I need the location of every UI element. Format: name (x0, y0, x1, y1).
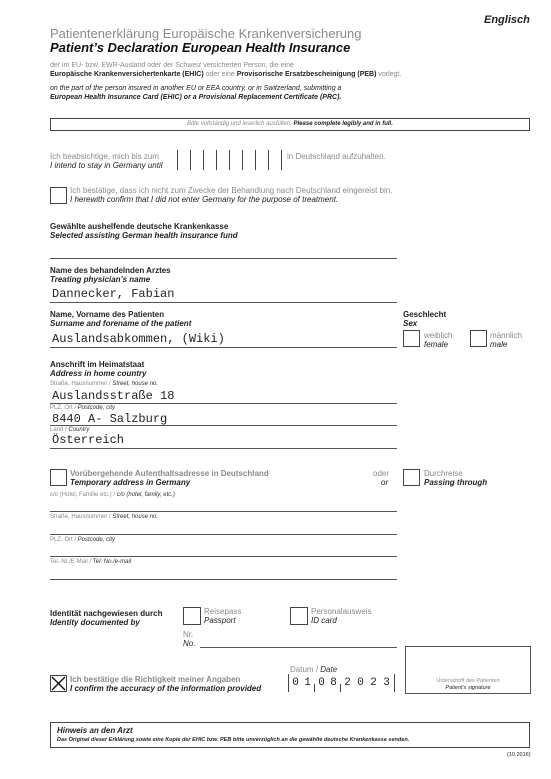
date-digit: 2 (344, 677, 351, 689)
sex-label-english: Sex (403, 319, 418, 328)
confirm-treatment-english: I herewith confirm that I did not enter Germany for the purpose of treatment. (70, 195, 339, 204)
city-value[interactable]: 8440 A- Salzburg (52, 412, 168, 426)
instruction-bar: Bitte vollständig und leserlich ausfüllen. Please complete legibly and in full. (50, 118, 530, 131)
title-german: Patientenerklärung Europäische Krankenversicherung (50, 26, 362, 41)
intro-english-line2: European Health Insurance Card (EHIC) or a Provisional Replacement Certificate (PRC). (50, 94, 342, 101)
address-label-german: Anschrift im Heimatstaat (50, 360, 145, 369)
tel-label: Tel.-Nr./E-Mail / Tel. No./e-mail (50, 559, 132, 565)
country-value[interactable]: Österreich (52, 433, 125, 447)
signature-box[interactable] (405, 646, 531, 694)
temporary-address-german: Vorübergehende Aufenthaltsadresse in Deutschland (70, 469, 269, 478)
identity-label-english: Identity documented by (50, 618, 140, 627)
temporary-address-english: Temporary address in Germany (70, 478, 191, 487)
co-input-line[interactable] (50, 511, 397, 512)
address-label-english: Address in home country (50, 369, 147, 378)
passing-through-checkbox[interactable] (403, 469, 420, 486)
confirm-treatment-german: Ich bestätige, dass ich nicht zum Zwecke der Behandlung nach Deutschland eingereist bin. (70, 186, 393, 195)
fund-label-german: Gewählte aushelfende deutsche Krankenkasse (50, 222, 229, 231)
patient-value[interactable]: Auslandsabkommen, (Wiki) (52, 332, 225, 346)
signature-label-english: Patient’s signature (445, 685, 491, 691)
stay-date-input[interactable] (177, 150, 283, 170)
city2-input-line[interactable] (50, 556, 397, 557)
male-checkbox[interactable] (470, 330, 487, 347)
passport-label-english: Passport (204, 616, 236, 625)
co-label: c/o (Hotel, Familie etc.) / c/o (hotel, family, etc.) (50, 492, 175, 498)
intro-german-line1: der im EU- bzw. EWR-Ausland oder der Schweiz versicherten Person, die eine (50, 62, 294, 69)
date-digit: 0 (357, 677, 364, 689)
street-value[interactable]: Auslandsstraße 18 (52, 389, 175, 403)
id-card-checkbox[interactable] (290, 607, 308, 625)
passing-through-english: Passing through (424, 478, 488, 487)
checkmark-x-icon (51, 676, 66, 691)
female-label-english: female (424, 340, 449, 349)
or-german: oder (373, 469, 390, 478)
street2-label: Straße, Hausnummer / Street, house no. (50, 514, 159, 520)
document-number-input[interactable] (200, 647, 397, 648)
passing-through-german: Durchreise (424, 469, 463, 478)
date-digit: 2 (370, 677, 377, 689)
female-checkbox[interactable] (403, 330, 420, 347)
date-digit: 0 (318, 677, 325, 689)
tel-input-line[interactable] (50, 579, 397, 580)
physician-value[interactable]: Dannecker, Fabian (52, 287, 175, 301)
country-label: Land / Country (50, 427, 90, 433)
date-digit: 0 (292, 677, 299, 689)
form-version: (10.2016) (507, 752, 531, 758)
physician-note-title: Hinweis an den Arzt (57, 726, 133, 735)
date-label: Datum / Date (290, 665, 338, 674)
fund-input-line[interactable] (50, 258, 397, 259)
patient-input-line (50, 347, 397, 348)
language-tag: Englisch (484, 14, 530, 26)
identity-label-german: Identität nachgewiesen durch (50, 609, 163, 618)
male-label-english: male (490, 340, 508, 349)
stay-label-german: Ich beabsichtige, mich bis zum (50, 152, 159, 161)
intro-english-line1: on the part of the person insured in another EU or EEA country, or in Switzerland, submitting a (50, 85, 342, 92)
accuracy-label-english: I confirm the accuracy of the information provided (70, 684, 262, 693)
female-label-german: weiblich (424, 331, 453, 340)
intro-german-line2: Europäische Krankenversichertenkarte (EHIC) oder eine Provisorische Ersatzbescheinigung (PEB) vorlegt. (50, 71, 402, 78)
street-input-line (50, 403, 397, 404)
city-input-line (50, 425, 397, 426)
country-input-line (50, 448, 397, 449)
stay-label-german-suffix: in Deutschland aufzuhalten. (287, 152, 386, 161)
city2-label: PLZ, Ort / Postcode, city (50, 537, 116, 543)
fund-label-english: Selected assisting German health insurance fund (50, 231, 238, 240)
patient-label-english: Surname and forename of the patient (50, 319, 192, 328)
signature-label-german: Unterschrift des Patienten (436, 678, 500, 684)
passport-label-german: Reisepass (204, 607, 242, 616)
temporary-address-checkbox[interactable] (50, 469, 67, 486)
number-label-german: Nr. (183, 630, 194, 639)
number-label-english: No. (183, 639, 196, 648)
physician-note-text: Das Original dieser Erklärung sowie eine Kopie der EHIC bzw. PEB bitte unverzüglich an die gewählte deutsche Krankenkasse senden. (57, 737, 410, 743)
date-input[interactable] (288, 674, 395, 692)
city-label: PLZ, Ort / Postcode, city (50, 405, 116, 411)
physician-label-german: Name des behandelnden Arztes (50, 266, 171, 275)
stay-label-english: I intend to stay in Germany until (50, 161, 163, 170)
date-digit: 3 (383, 677, 390, 689)
id-card-label-german: Personalausweis (311, 607, 372, 616)
accuracy-label-german: Ich bestätige die Richtigkeit meiner Angaben (70, 675, 241, 684)
id-card-label-english: ID card (311, 616, 337, 625)
street2-input-line[interactable] (50, 534, 397, 535)
confirm-treatment-checkbox[interactable] (50, 187, 67, 204)
physician-label-english: Treating physician’s name (50, 275, 151, 284)
sex-label-german: Geschlecht (403, 310, 447, 319)
passport-checkbox[interactable] (183, 607, 201, 625)
date-digit: 8 (330, 677, 337, 689)
physician-input-line (50, 302, 397, 303)
male-label-german: männlich (490, 331, 523, 340)
or-english: or (381, 478, 389, 487)
date-digit: 1 (304, 677, 311, 689)
title-english: Patient’s Declaration European Health Insurance (50, 40, 351, 55)
street-label: Straße, Hausnummer / Street, house no. (50, 381, 159, 387)
patient-label-german: Name, Vorname des Patienten (50, 310, 165, 319)
accuracy-checkbox[interactable] (50, 675, 67, 692)
physician-note-box (50, 722, 530, 748)
